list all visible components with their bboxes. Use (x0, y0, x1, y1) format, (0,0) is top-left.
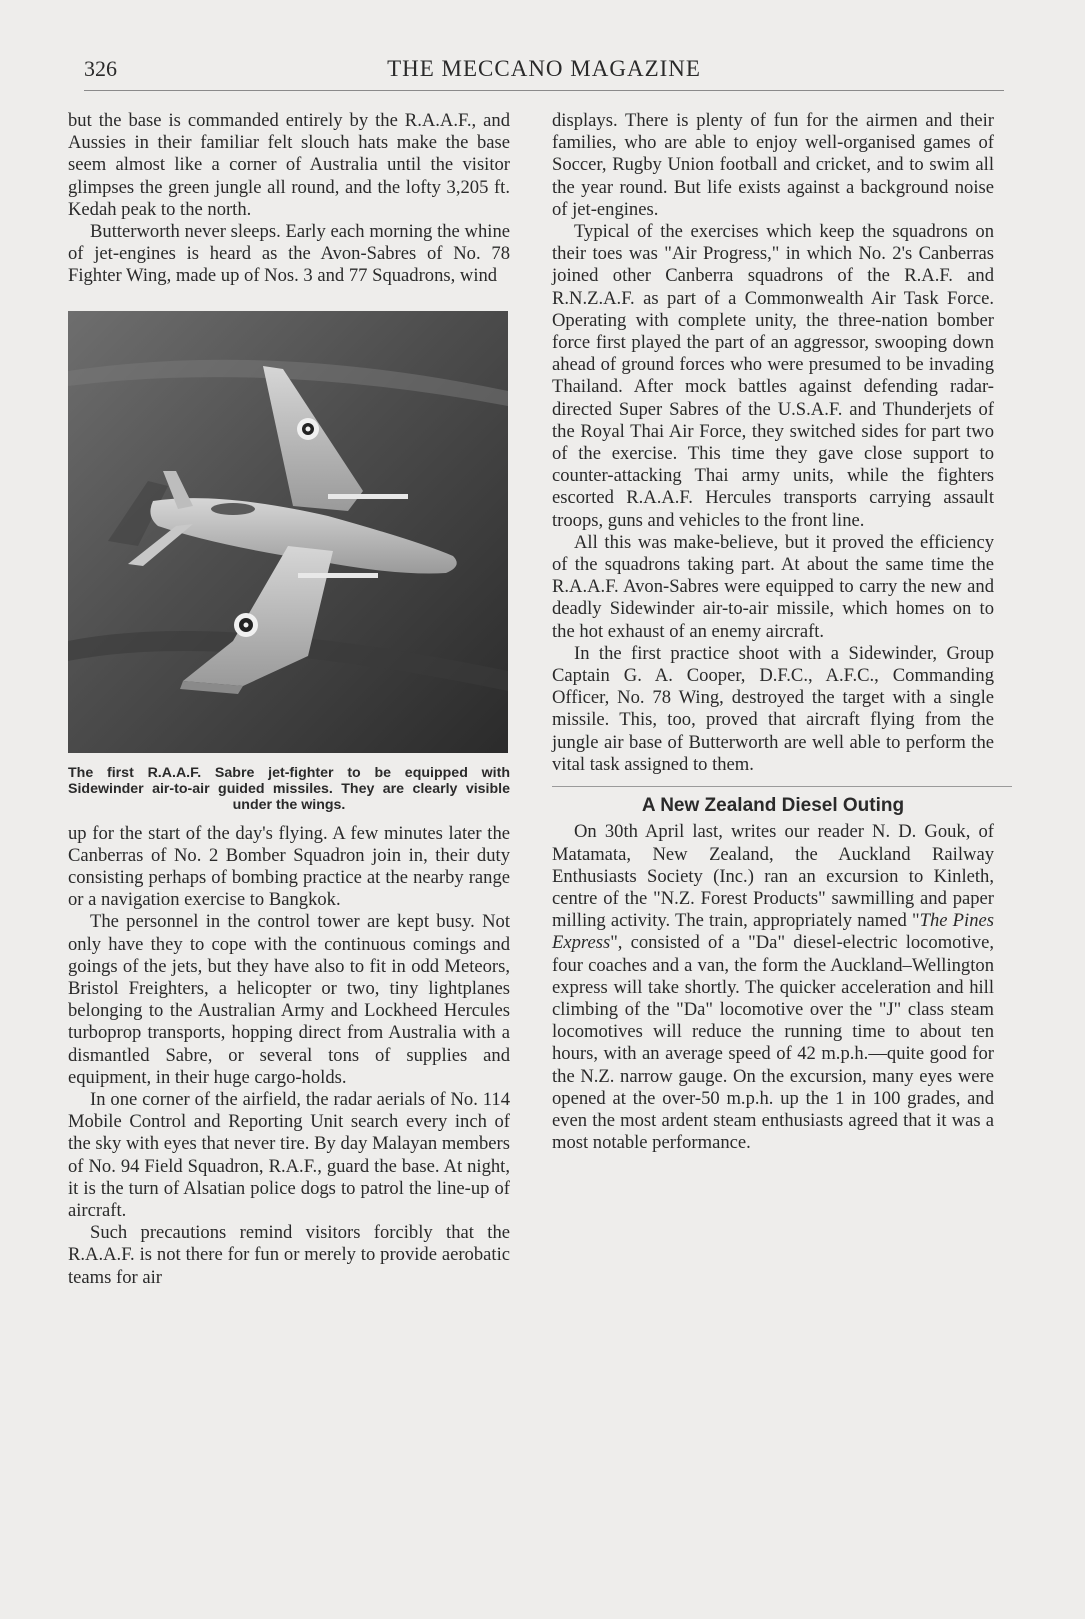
paragraph: displays. There is plenty of fun for the airmen and their families, who are able to enjoy well-organised games of Soccer, Rugby Union football and cricket, and to swim all the year round. But life exists against a background noise of jet-engines. (552, 110, 994, 220)
paragraph: but the base is commanded entirely by the R.A.A.F., and Aussies in their familiar felt slouch hats make the base seem almost like a corner of Australia until the visitor glimpses the green jungle all round, and the lofty 3,205 ft. Kedah peak to the north. (68, 110, 510, 220)
page-header (84, 52, 1004, 91)
left-column (68, 110, 510, 1289)
paragraph (552, 821, 994, 1154)
paragraph: Typical of the exercises which keep the squadrons on their toes was "Air Progress," in which No. 2's Canberras joined other Canberra squadrons of the R.A.F. and R.N.Z.A.F. as part of a Commonwealth Air Task Force. Operating with complete unity, the three-nation bomber force first played the part of an aggressor, swooping down ahead of ground forces who were presumed to be invading Thailand. After mock battles against defending radar-directed Super Sabres of the U.S.A.F. and Thunderjets of the Royal Thai Air Force, they switched sides for part two of the exercise. This time they gave close support to counter-attacking Thai army units, while the fighters escorted R.A.A.F. Hercules transports carrying assault troops, guns and vehicles to the front line. (552, 221, 994, 531)
section-heading: A New Zealand Diesel Outing (641, 795, 905, 817)
figure-caption: The first R.A.A.F. Sabre jet-fighter to be equipped with Sidewinder air-to-air guided missiles. They are clearly visible under the wings. (68, 764, 510, 813)
paragraph: In one corner of the airfield, the radar aerials of No. 114 Mobile Control and Reporting Unit search every inch of the sky with eyes that never tire. By day Malayan members of No. 94 Field Squadron, R.A.F., guard the base. At night, it is the turn of Alsatian police dogs to patrol the line-up of aircraft. (68, 1089, 510, 1222)
figure (68, 311, 510, 813)
paragraph: Such precautions remind visitors forcibly that the R.A.A.F. is not there for fun or merely to provide aerobatic teams for air (68, 1222, 510, 1288)
paragraph-text: On 30th April last, writes our reader N. D. Gouk, of Matamata, New Zealand, the Auckland Railway Enthusiasts Society (Inc.) ran an excursion to Kinleth, centre of the "N.Z. Forest Products" sawmilling and paper milling activity. The train, appropriately named " (552, 821, 994, 932)
train-name: The Pines Express (552, 910, 994, 954)
magazine-title: THE MECCANO MAGAZINE (387, 56, 701, 81)
paragraph: All this was make-believe, but it proved the efficiency of the squadrons taking part. At about the same time the R.A.A.F. Avon-Sabres were equipped to carry the new and deadly Sidewinder air-to-air missile, which homes on to the hot exhaust of an enemy aircraft. (552, 531, 994, 642)
sabre-jet-photo (68, 311, 508, 753)
section-divider (552, 786, 1012, 787)
paragraph: The personnel in the control tower are kept busy. Not only have they to cope with the continuous comings and goings of the jets, but they have also to fit in odd Meteors, Bristol Freighters, a helicopter or two, tiny lightplanes belonging to the Australian Army and Lockheed Hercules turboprop transports, hopping direct from Australia with a dismantled Sabre, or several tons of supplies and equipment, in their huge cargo-holds. (68, 911, 510, 1088)
paragraph: up for the start of the day's flying. A few minutes later the Canberras of No. 2 Bomber Squadron join in, their duty consisting perhaps of bombing practice at the nearby range or a navigation exercise to Bangkok. (68, 822, 510, 911)
page-number: 326 (84, 56, 117, 81)
right-column (552, 110, 994, 1154)
paragraph-text: ", consisted of a "Da" diesel-electric locomotive, four coaches and a van, the form the Auckland–Wellington express will take shortly. The quicker acceleration and hill climbing of the "Da" locomotive over the "J" class steam locomotives will reduce the running time to about ten hours, with an average speed of 42 m.p.h.—quite good for the N.Z. narrow gauge. On the excursion, many eyes were opened at the over-50 m.p.h. up the 1 in 100 grades, and even the most ardent steam enthusiasts agreed that it was a most notable performance. (552, 932, 994, 1154)
paragraph: Butterworth never sleeps. Early each morning the whine of jet-engines is heard as the Avon-Sabres of No. 78 Fighter Wing, made up of Nos. 3 and 77 Squadrons, wind (68, 221, 510, 287)
paragraph: In the first practice shoot with a Sidewinder, Group Captain G. A. Cooper, D.F.C., A.F.C., Commanding Officer, No. 78 Wing, destroyed the target with a single missile. This, too, proved that aircraft flying from the jungle air base of Butterworth are well able to perform the vital task assigned to them. (552, 642, 994, 775)
